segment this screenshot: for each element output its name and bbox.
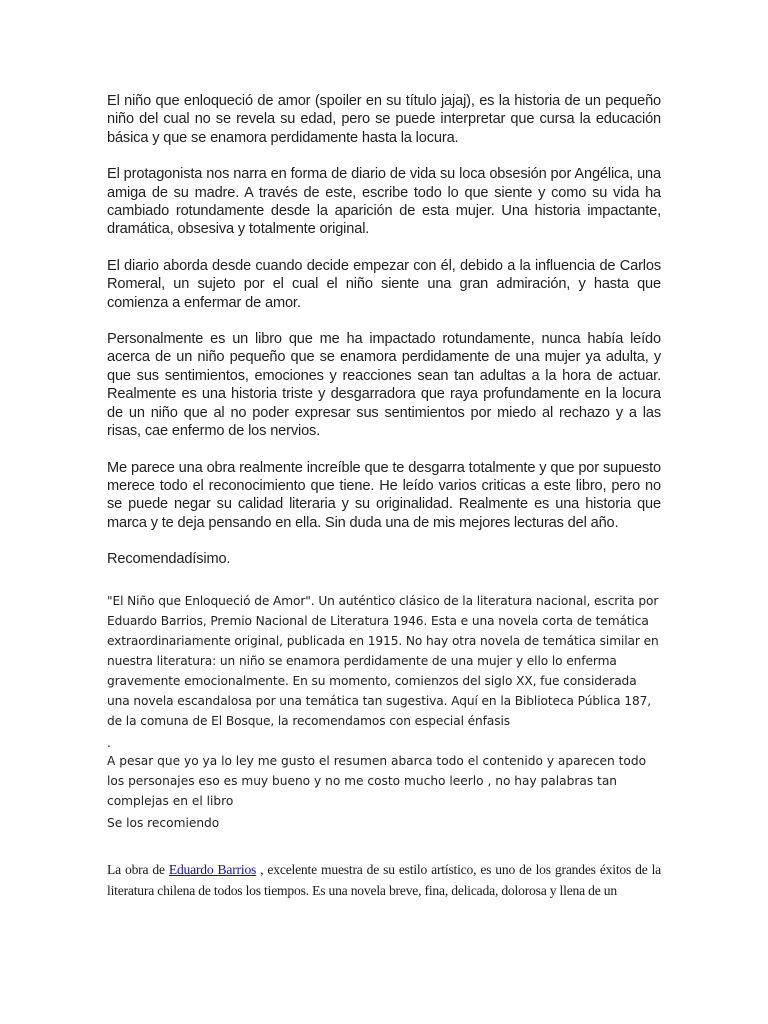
excerpt-before: La obra de [107, 861, 169, 877]
library-dot: . [107, 735, 111, 750]
comment-recommendation: Se los recomiendo [107, 815, 220, 830]
review-recommendation: Recomendadísimo. [107, 551, 231, 568]
review-paragraph-1: El niño que enloqueció de amor (spoiler en su título jajaj), es la historia de un pequeño niño del cual no se revela su edad, pero se puede interpretar que cursa la educación básica y que se enamora perdidamente hasta la locura. [107, 93, 661, 146]
excerpt-after: , excelente muestra de su estilo artístico, es uno de los grandes éxitos de la literatura chilena de todos los tiempos. Es una novela breve, fina, delicada, dolorosa y llena de un [107, 861, 661, 898]
comment-section [107, 751, 661, 833]
review-paragraph-3: El diario aborda desde cuando decide empezar con él, debido a la influencia de Carlos Romeral, un sujeto por el cual el niño siente una gran admiración, y hasta que comienza a enfermar de amor. [107, 257, 661, 311]
comment-paragraph: A pesar que yo ya lo ley me gusto el resumen abarca todo el contenido y aparecen todo los personajes eso es muy bueno y no me costo mucho leerlo , no hay palabras tan complejas en el libro [107, 753, 647, 808]
review-paragraph-2: El protagonista nos narra en forma de diario de vida su loca obsesión por Angélica, una amiga de su madre. A través de este, escribe todo lo que siente y como su vida ha cambiado rotundamente desde la aparición de esta mujer. Una historia impactante, dramática, obsesiva y totalmente original. [107, 166, 661, 238]
library-section [107, 591, 661, 751]
eduardo-barrios-link[interactable]: Eduardo Barrios [168, 861, 257, 877]
excerpt-paragraph [107, 859, 661, 901]
document-page [107, 92, 661, 901]
review-paragraph-4: Personalmente es un libro que me ha impactado rotundamente, nunca había leído acerca de un niño pequeño que se enamora perdidamente de una mujer ya adulta, y que sus sentimientos, emociones y reacciones sean tan adultas a la hora de actuar. Realmente es una historia triste y desgarradora que raya profundamente en la locura de un niño que al no poder expresar sus sentimientos por miedo al rechazo y a las risas, cae enfermo de los nervios. [107, 331, 661, 440]
review-paragraph-5: Me parece una obra realmente increíble que te desgarra totalmente y que por supuesto merece todo el reconocimiento que tiene. He leído varios criticas a este libro, pero no se puede negar su calidad literaria y su originalidad. Realmente es una historia que marca y te deja pensando en ella. Sin duda una de mis mejores lecturas del año. [107, 459, 661, 531]
excerpt-section [107, 859, 661, 901]
review-section [107, 92, 661, 569]
library-paragraph: "El Niño que Enloqueció de Amor". Un auténtico clásico de la literatura nacional, escrita por Eduardo Barrios, Premio Nacional de Literatura 1946. Esta e una novela corta de temática extraordinariamente original, publicada en 1915. No hay otra novela de temática similar en nuestra literatura: un niño se enamora perdidamente de una mujer y ello lo enferma gravemente emocionalmente. En su momento, comienzos del siglo XX, fue considerada una novela escandalosa por una temática tan sugestiva. Aquí en la Biblioteca Pública 187, de la comuna de El Bosque, la recomendamos con especial énfasis [107, 593, 659, 728]
